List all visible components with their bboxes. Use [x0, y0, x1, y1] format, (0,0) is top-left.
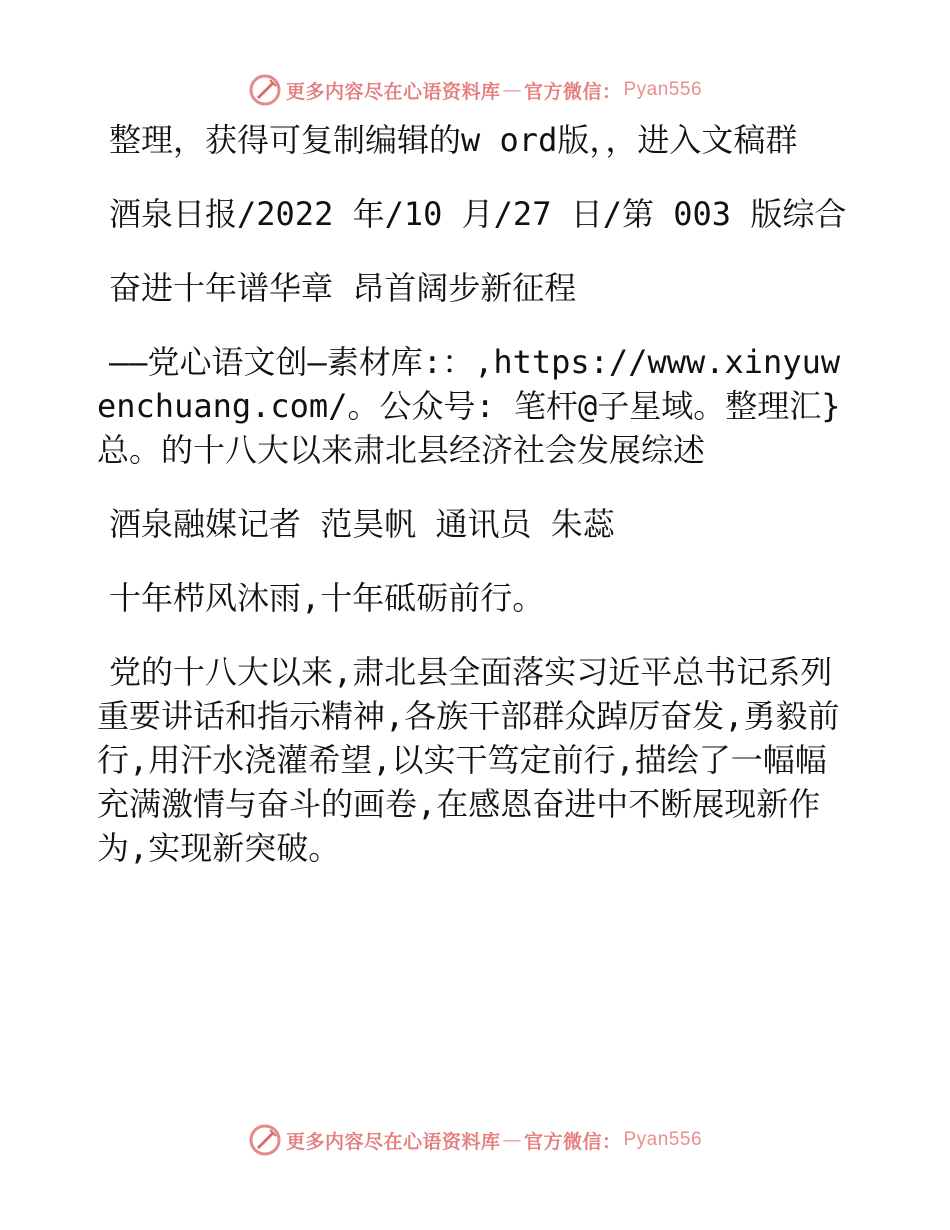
header-banner — [0, 70, 950, 110]
article-subtitle: ——党心语文创—素材库:：,https://www.xinyuwenchuang.com/。公众号: 笔杆@子星域。整理汇}总。的十八大以来肃北县经济社会发展综述 — [97, 343, 841, 469]
banner-handle: Pyan556 — [623, 79, 703, 100]
banner-dash: — — [502, 1129, 522, 1151]
body-paragraph: 党的十八大以来,肃北县全面落实习近平总书记系列重要讲话和指示精神,各族干部群众踔厉奋发,勇毅前行,用汗水浇灌希望,以实干笃定前行,描绘了一幅幅充满激情与奋斗的画卷,在感恩奋进中不断展现新作为,实现新突破。 — [97, 653, 840, 867]
article-title: 奋进十年谱华章 昂首阔步新征程 — [109, 269, 577, 307]
banner-official: 官方微信： — [523, 80, 622, 103]
banner-dash: — — [502, 79, 522, 101]
banner-brand: 更多内容尽在心语资料库 — [285, 1130, 501, 1153]
footer-banner — [0, 1120, 950, 1160]
intro-paragraph: 整理，获得可复制编辑的w ord版，，进入文稿群 — [109, 121, 798, 159]
quill-seal-icon — [248, 73, 282, 107]
banner-handle: Pyan556 — [623, 1129, 703, 1150]
banner-brand: 更多内容尽在心语资料库 — [285, 80, 501, 103]
lead-sentence: 十年栉风沐雨,十年砥砺前行。 — [109, 579, 545, 617]
byline: 酒泉融媒记者 范昊帆 通讯员 朱蕊 — [109, 505, 615, 543]
banner-official: 官方微信： — [523, 1130, 622, 1153]
source-line: 酒泉日报/2022 年/10 月/27 日/第 003 版综合 — [109, 195, 847, 233]
quill-seal-icon — [248, 1123, 282, 1157]
document-body — [97, 118, 857, 900]
